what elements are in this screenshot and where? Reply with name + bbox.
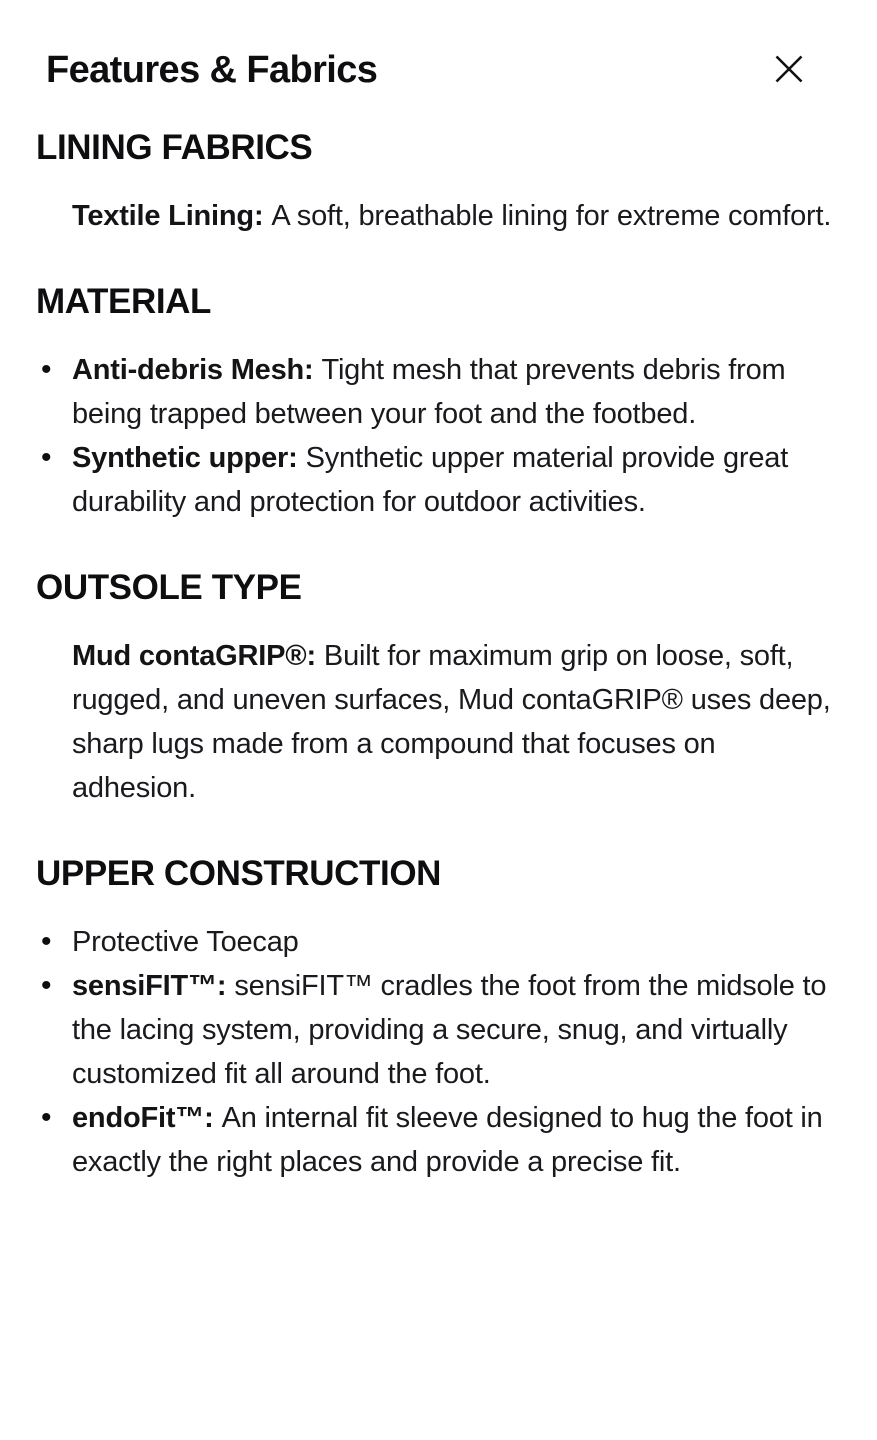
feature-item [36, 348, 832, 436]
section-heading: LINING FABRICS [36, 128, 313, 167]
section-outsole-type [36, 568, 832, 810]
feature-description: Tight mesh that prevents debris from being trapped between your foot and the footbed. [72, 354, 786, 430]
feature-description: Protective Toecap [72, 926, 299, 958]
feature-description: sensiFIT™ cradles the foot from the midsole to the lacing system, providing a secure, snug, and virtually customized fit all around the foot. [72, 970, 827, 1090]
section-heading: MATERIAL [36, 282, 212, 321]
close-button[interactable] [770, 50, 808, 88]
section-material [36, 282, 832, 524]
modal-header [36, 48, 832, 92]
feature-description: A soft, breathable lining for extreme comfort. [271, 200, 832, 232]
section-heading: OUTSOLE TYPE [36, 568, 302, 607]
feature-list [36, 348, 832, 524]
feature-term: Mud contaGRIP®: [72, 640, 316, 672]
feature-term: sensiFIT™: [72, 970, 227, 1002]
feature-list [36, 194, 832, 238]
feature-item [36, 436, 832, 524]
feature-term: endoFit™: [72, 1102, 214, 1134]
feature-item [36, 634, 832, 810]
modal-body [36, 128, 832, 1184]
feature-term: Textile Lining: [72, 200, 264, 232]
feature-item [36, 194, 832, 238]
feature-list [36, 920, 832, 1184]
feature-term: Anti-debris Mesh: [72, 354, 314, 386]
close-icon [771, 51, 807, 87]
feature-item [36, 920, 832, 964]
feature-item [36, 964, 832, 1096]
feature-description: An internal fit sleeve designed to hug the foot in exactly the right places and provide a precise fit. [72, 1102, 823, 1178]
feature-description: Synthetic upper material provide great durability and protection for outdoor activities. [72, 442, 789, 518]
section-lining-fabrics [36, 128, 832, 238]
modal-title: Features & Fabrics [46, 49, 378, 91]
feature-description: Built for maximum grip on loose, soft, rugged, and uneven surfaces, Mud contaGRIP® uses deep, sharp lugs made from a compound that focuses on adhesion. [72, 640, 831, 804]
feature-item [36, 1096, 832, 1184]
section-upper-construction [36, 854, 832, 1184]
feature-term: Synthetic upper: [72, 442, 298, 474]
section-heading: UPPER CONSTRUCTION [36, 854, 442, 893]
feature-list [36, 634, 832, 810]
